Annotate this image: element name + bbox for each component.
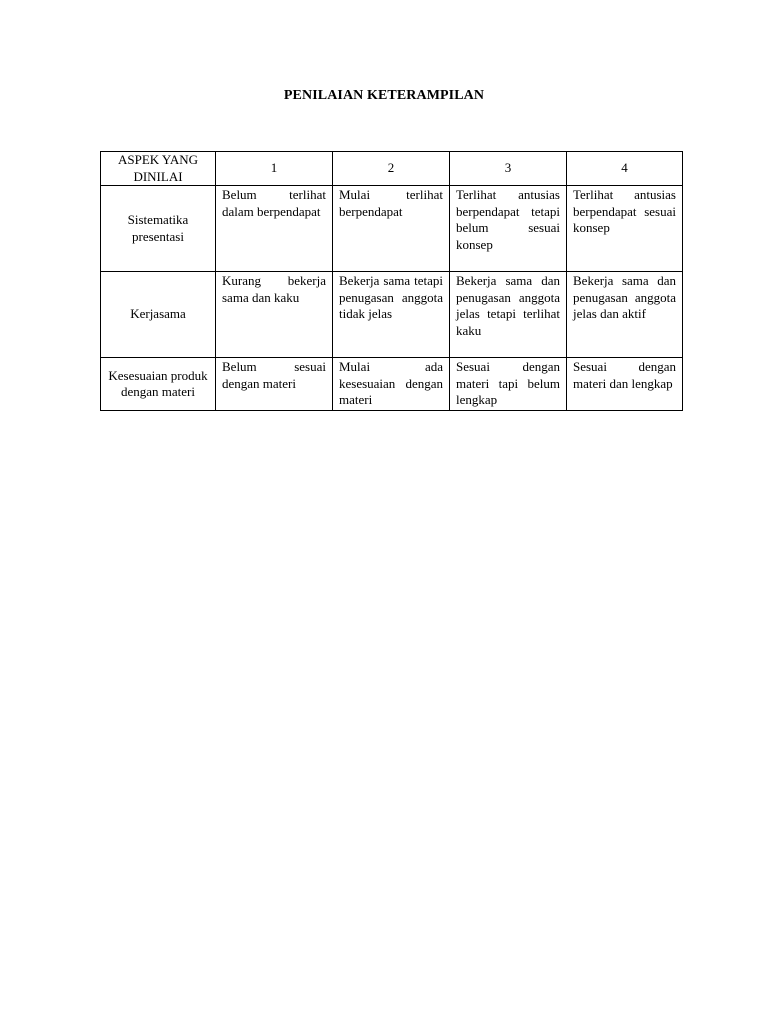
criteria-cell: Bekerja sama dan penugasan anggota jelas tetapi terlihat kaku bbox=[450, 272, 567, 358]
header-score-1: 1 bbox=[216, 152, 333, 186]
criteria-cell: Belum terlihat dalam berpendapat bbox=[216, 186, 333, 272]
aspect-cell: Kesesuaian produk dengan materi bbox=[101, 358, 216, 411]
criteria-cell: Bekerja sama tetapi penugasan anggota tidak jelas bbox=[333, 272, 450, 358]
aspect-cell: Sistematika presentasi bbox=[101, 186, 216, 272]
header-score-3: 3 bbox=[450, 152, 567, 186]
criteria-cell: Mulai ada kesesuaian dengan materi bbox=[333, 358, 450, 411]
page-title: PENILAIAN KETERAMPILAN bbox=[283, 88, 485, 103]
table-row bbox=[101, 272, 683, 358]
header-score-2: 2 bbox=[333, 152, 450, 186]
criteria-cell: Sesuai dengan materi tapi belum lengkap bbox=[450, 358, 567, 411]
table-header-row bbox=[101, 152, 683, 186]
criteria-cell: Belum sesuai dengan materi bbox=[216, 358, 333, 411]
aspect-cell: Kerjasama bbox=[101, 272, 216, 358]
header-aspect: ASPEK YANG DINILAI bbox=[101, 152, 216, 186]
criteria-cell: Mulai terlihat berpendapat bbox=[333, 186, 450, 272]
criteria-cell: Terlihat antusias berpendapat sesuai konsep bbox=[567, 186, 683, 272]
criteria-cell: Kurang bekerja sama dan kaku bbox=[216, 272, 333, 358]
assessment-rubric-table bbox=[100, 151, 683, 411]
criteria-cell: Bekerja sama dan penugasan anggota jelas dan aktif bbox=[567, 272, 683, 358]
header-score-4: 4 bbox=[567, 152, 683, 186]
table-row bbox=[101, 358, 683, 411]
criteria-cell: Terlihat antusias berpendapat tetapi belum sesuai konsep bbox=[450, 186, 567, 272]
table-row bbox=[101, 186, 683, 272]
criteria-cell: Sesuai dengan materi dan lengkap bbox=[567, 358, 683, 411]
